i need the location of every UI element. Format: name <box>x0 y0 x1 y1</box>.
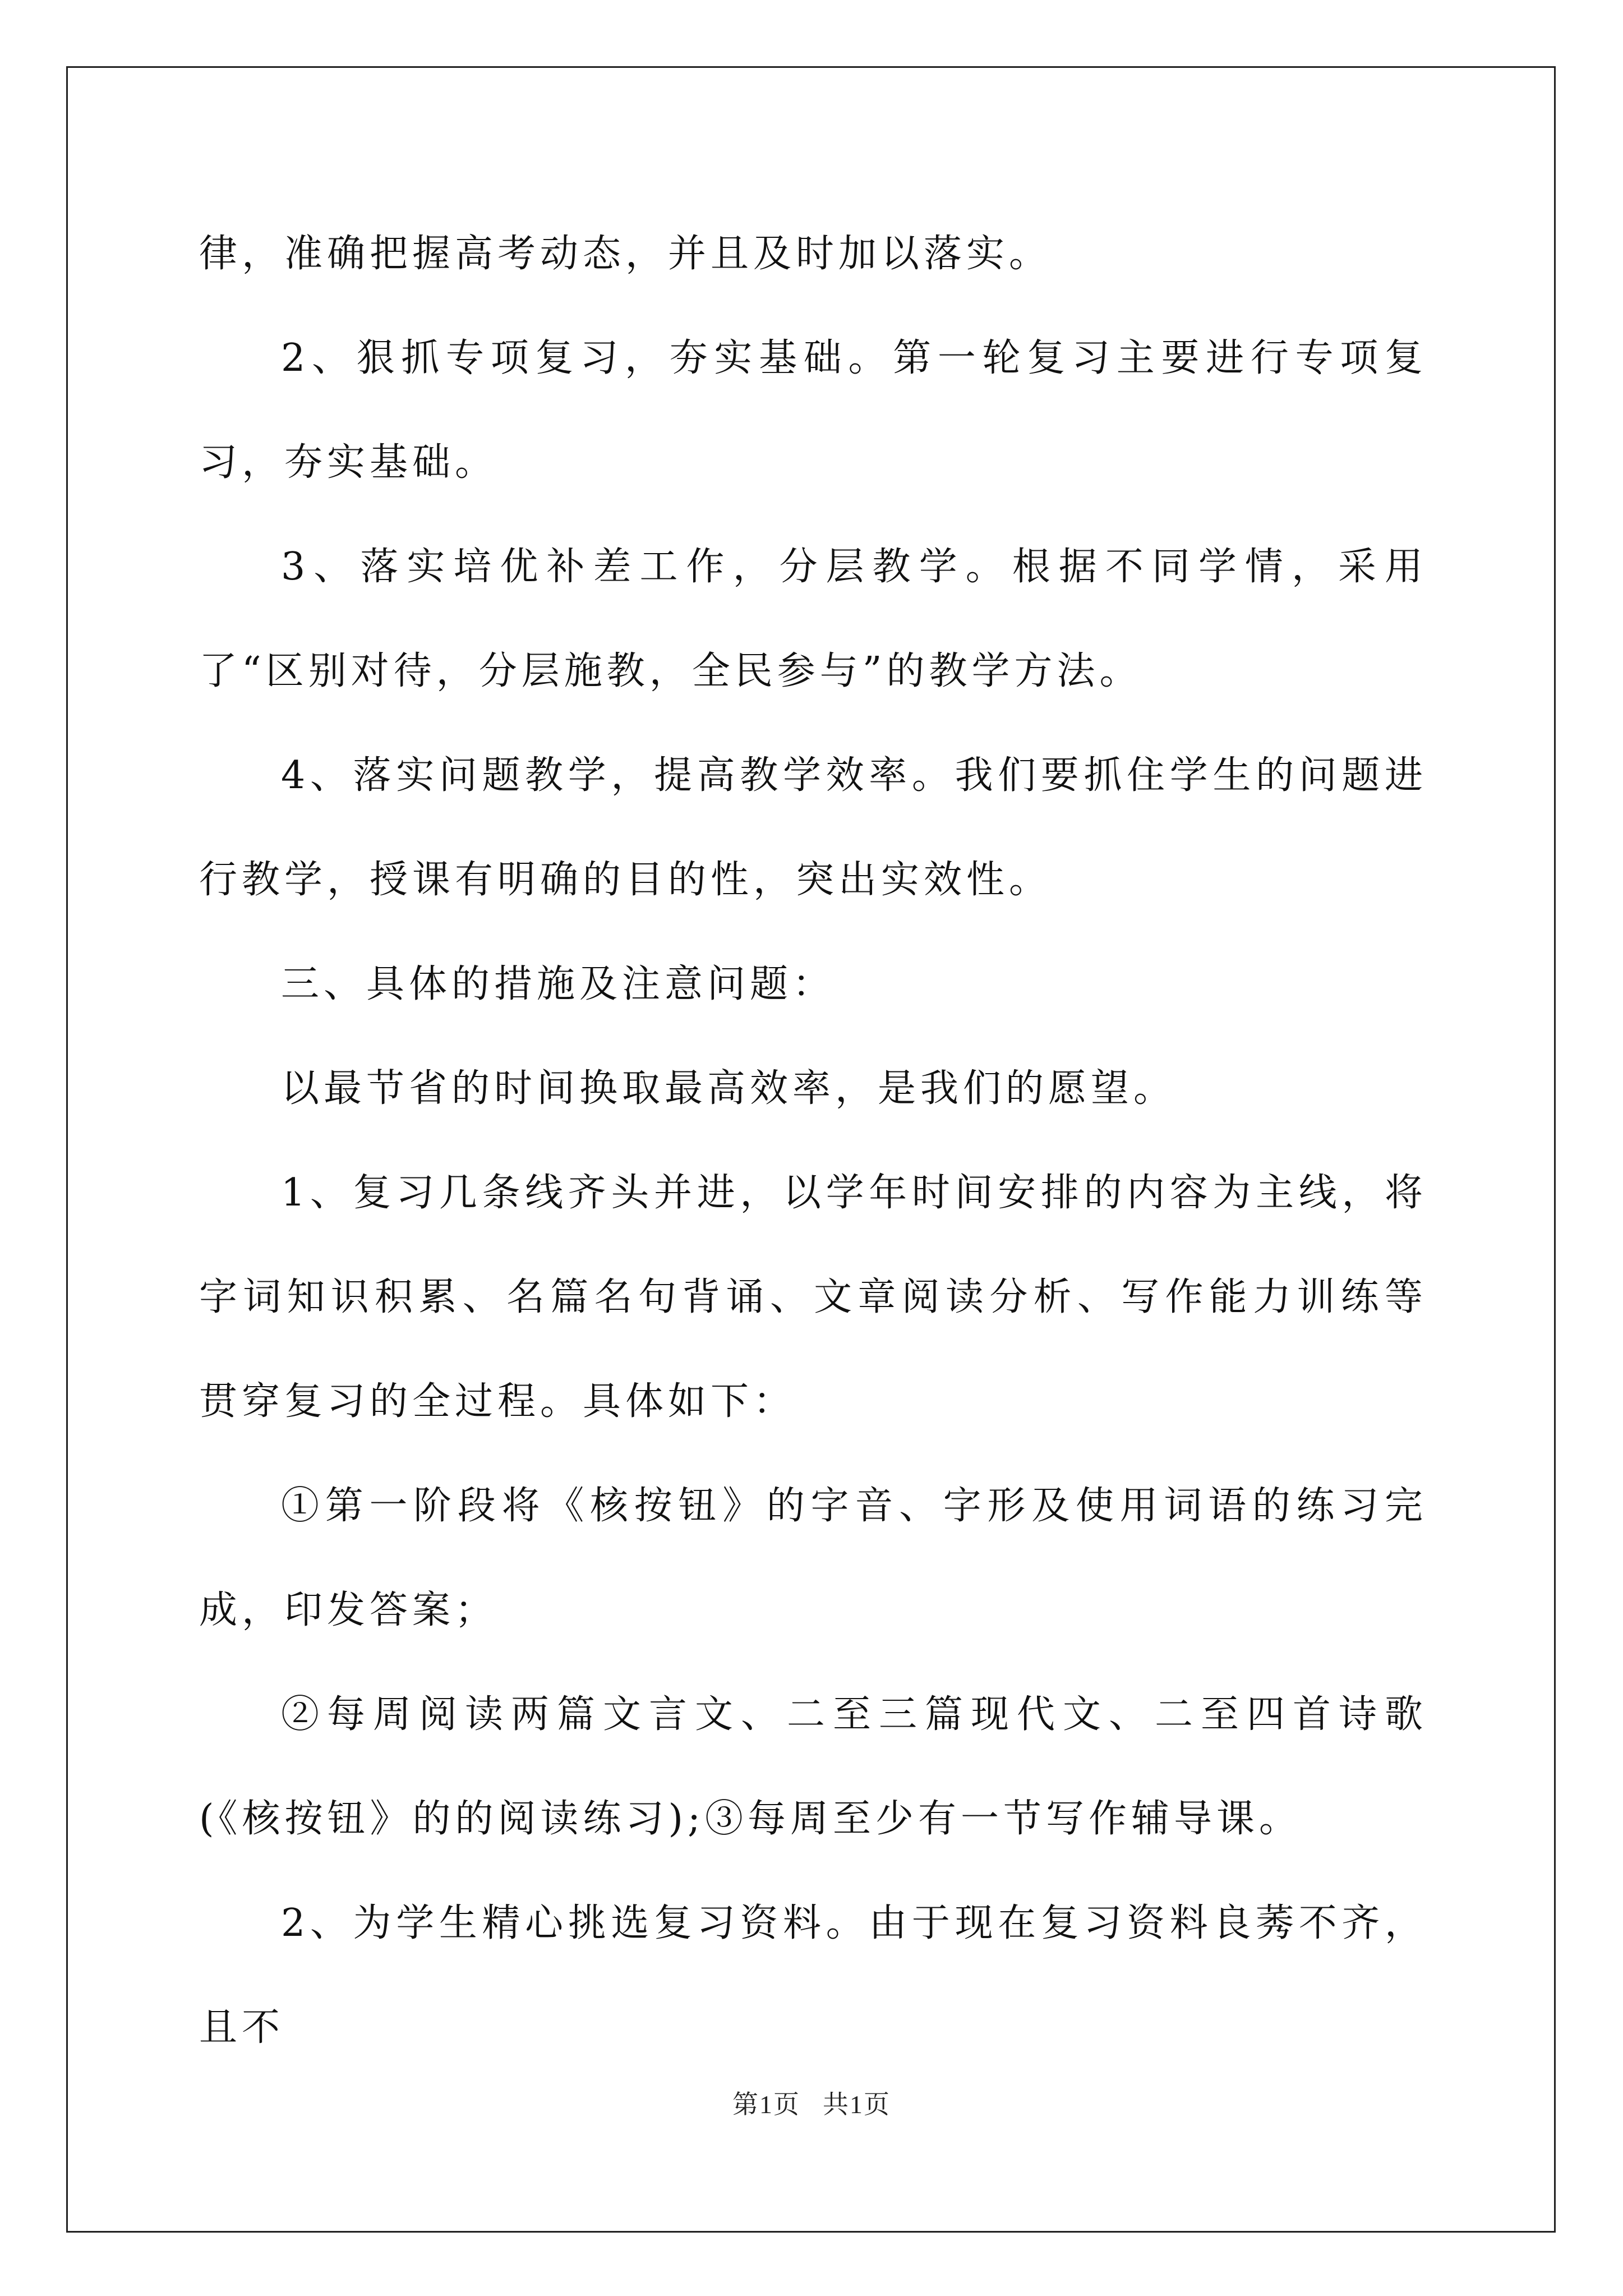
document-body <box>199 202 1427 2080</box>
paragraph: ②每周阅读两篇文言文、二至三篇现代文、二至四首诗歌(《核按钮》的的阅读练习);③每周至少有一节写作辅导课。 <box>199 1692 1427 1841</box>
paragraph: 律，准确把握高考动态，并且及时加以落实。 <box>199 232 1052 276</box>
page-total: 共1页 <box>823 2090 891 2119</box>
section-heading: 三、具体的措施及注意问题： <box>281 962 836 1006</box>
paragraph: 2、为学生精心挑选复习资料。由于现在复习资料良莠不齐，且不 <box>199 1901 1427 2050</box>
paragraph: 3、落实培优补差工作，分层教学。根据不同学情，采用了“区别对待，分层施教，全民参与”的教学方法。 <box>199 545 1427 693</box>
paragraph: 1、复习几条线齐头并进，以学年时间安排的内容为主线，将字词知识积累、名篇名句背诵、文章阅读分析、写作能力训练等贯穿复习的全过程。具体如下： <box>199 1171 1427 1424</box>
page-footer <box>0 2084 1623 2121</box>
paragraph: 以最节省的时间换取最高效率，是我们的愿望。 <box>281 1066 1177 1111</box>
paragraph: 4、落实问题教学，提高教学效率。我们要抓住学生的问题进行教学，授课有明确的目的性，突出实效性。 <box>199 753 1427 902</box>
paragraph: ①第一阶段将《核按钮》的字音、字形及使用词语的练习完成，印发答案； <box>199 1484 1427 1632</box>
page-number: 第1页 <box>732 2090 800 2119</box>
paragraph: 2、狠抓专项复习，夯实基础。第一轮复习主要进行专项复习，夯实基础。 <box>199 336 1427 485</box>
